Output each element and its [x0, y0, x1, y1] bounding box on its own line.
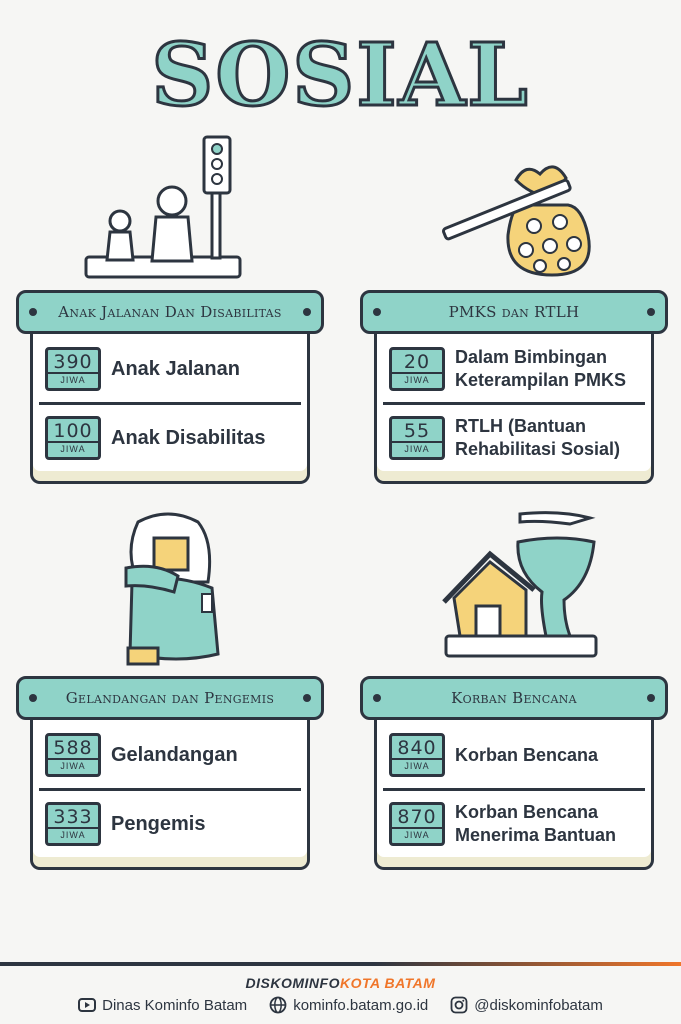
count-badge — [389, 733, 445, 777]
footer-link-text: kominfo.batam.go.id — [293, 996, 429, 1014]
footer-link-instagram[interactable] — [450, 996, 603, 1014]
stat-row — [383, 788, 645, 857]
stat-row — [39, 722, 301, 788]
street-children-illustration — [84, 135, 244, 283]
stat-label — [455, 801, 616, 847]
count-value: 588 — [53, 737, 93, 759]
globe-icon — [269, 996, 287, 1014]
stat-label-line: Dalam Bimbingan — [455, 347, 608, 367]
count-value: 870 — [397, 806, 437, 828]
card-title: Anak Jalanan Dan Disabilitas — [58, 303, 282, 321]
card-body — [374, 716, 654, 870]
stat-label-line: RTLH (Bantuan — [455, 416, 586, 436]
card-pmks-rtlh — [360, 290, 668, 484]
card-title: Korban Bencana — [451, 689, 577, 707]
footer-link-youtube[interactable] — [78, 997, 247, 1014]
stat-label-line: Menerima Bantuan — [455, 825, 617, 845]
count-value: 100 — [53, 420, 93, 442]
footer-brand — [0, 975, 681, 991]
card-homeless-beggars — [16, 676, 324, 870]
count-unit: JIWA — [392, 827, 442, 841]
brand-part-2: KOTA BATAM — [339, 975, 436, 991]
count-badge — [45, 347, 101, 391]
count-badge — [45, 733, 101, 777]
stat-row — [39, 402, 301, 471]
stat-label: Pengemis — [111, 813, 206, 835]
card-header — [16, 676, 324, 720]
footer-link-website[interactable] — [269, 996, 428, 1014]
stat-row — [39, 336, 301, 402]
card-header — [360, 290, 668, 334]
count-badge — [389, 802, 445, 846]
card-disaster-victims — [360, 676, 668, 870]
instagram-icon — [450, 996, 468, 1014]
dot-icon — [373, 308, 381, 316]
stat-row — [39, 788, 301, 857]
count-value: 390 — [53, 351, 93, 373]
card-title: Gelandangan dan Pengemis — [65, 689, 275, 707]
count-value: 20 — [403, 351, 431, 373]
count-badge — [389, 416, 445, 460]
stat-label — [455, 346, 626, 392]
dot-icon — [29, 308, 37, 316]
card-header — [360, 676, 668, 720]
stat-label: Korban Bencana — [455, 744, 599, 765]
card-street-children — [16, 290, 324, 484]
count-unit: JIWA — [48, 372, 98, 386]
count-unit: JIWA — [392, 758, 442, 772]
count-value: 840 — [397, 737, 437, 759]
card-body — [30, 716, 310, 870]
count-badge — [389, 347, 445, 391]
dot-icon — [29, 694, 37, 702]
footer-links — [0, 996, 681, 1014]
dot-icon — [303, 694, 311, 702]
count-unit: JIWA — [392, 441, 442, 455]
dot-icon — [303, 308, 311, 316]
stat-label-line: Rehabilitasi Sosial) — [455, 439, 621, 459]
card-title: PMKS dan RTLH — [448, 303, 580, 321]
dot-icon — [647, 308, 655, 316]
youtube-icon — [78, 998, 96, 1012]
count-value: 55 — [403, 420, 431, 442]
footer-divider — [0, 962, 681, 966]
stat-row — [383, 336, 645, 402]
homeless-person-illustration — [118, 512, 230, 670]
bundle-stick-illustration — [442, 160, 592, 280]
brand-part-1: DISKOMINFO — [245, 975, 340, 991]
count-value: 333 — [53, 806, 93, 828]
dot-icon — [373, 694, 381, 702]
footer-link-text: @diskominfobatam — [474, 996, 603, 1014]
stat-row — [383, 722, 645, 788]
count-unit: JIWA — [48, 441, 98, 455]
stat-row — [383, 402, 645, 471]
card-body — [374, 330, 654, 484]
stat-label — [455, 415, 620, 461]
card-body — [30, 330, 310, 484]
card-header — [16, 290, 324, 334]
count-badge — [45, 416, 101, 460]
count-unit: JIWA — [48, 758, 98, 772]
page-title: SOSIAL — [151, 25, 530, 126]
disaster-illustration — [440, 506, 606, 662]
stat-label: Anak Disabilitas — [111, 427, 266, 449]
stat-label: Gelandangan — [111, 744, 238, 766]
stat-label-line: Korban Bencana — [455, 802, 599, 822]
count-badge — [45, 802, 101, 846]
count-unit: JIWA — [392, 372, 442, 386]
footer-link-text: Dinas Kominfo Batam — [102, 996, 248, 1014]
stat-label-line: Keterampilan PMKS — [455, 370, 627, 390]
count-unit: JIWA — [48, 827, 98, 841]
dot-icon — [647, 694, 655, 702]
stat-label: Anak Jalanan — [111, 358, 240, 380]
